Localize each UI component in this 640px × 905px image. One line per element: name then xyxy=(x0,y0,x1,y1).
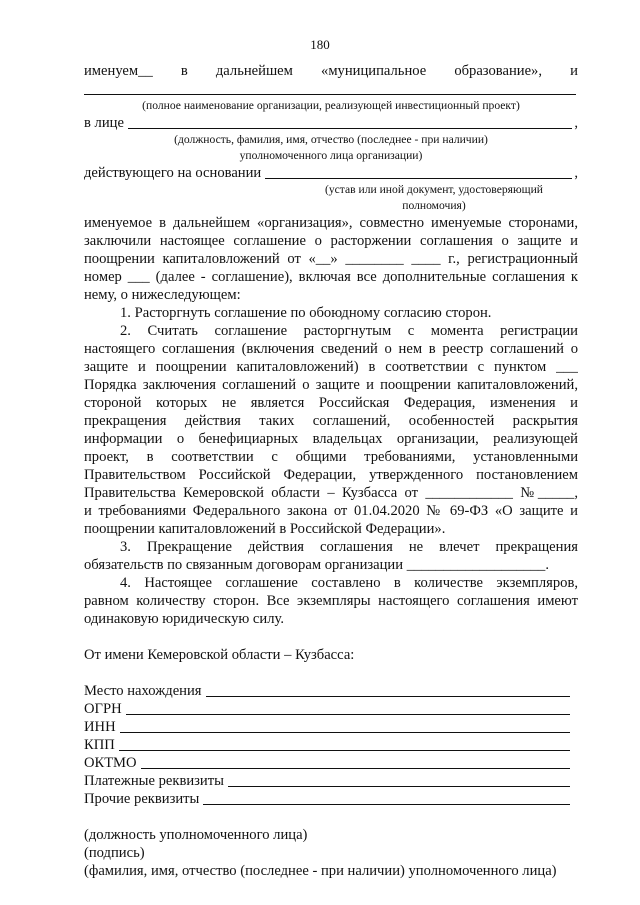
spacer xyxy=(84,808,578,826)
requisite-label: ИНН xyxy=(84,719,116,735)
clause-3-line: обязательств по связанным договорам организации ___________________. xyxy=(84,557,549,573)
clause-2-line: настоящего соглашения (включения сведений о нем в реестр соглашений о xyxy=(84,341,578,357)
requisite-row xyxy=(84,790,578,808)
requisite-label: КПП xyxy=(84,737,115,753)
document-body xyxy=(84,62,578,880)
clause-2-line: Порядка заключения соглашений о защите и поощрении капиталовложений, xyxy=(84,377,578,393)
clause-4-line: 4. Настоящее соглашение составлено в количестве экземпляров, xyxy=(120,575,578,591)
clause-2 xyxy=(84,322,578,538)
intro-line: заключили настоящее соглашение о расторжении соглашения о защите и xyxy=(84,233,578,249)
spacer xyxy=(84,628,578,646)
requisite-row xyxy=(84,772,578,790)
requisite-blank xyxy=(141,755,570,769)
clause-2-line: и требованиями Федерального закона от 01.04.2020 № 69-ФЗ «О защите и xyxy=(84,503,578,519)
requisite-row xyxy=(84,718,578,736)
in-person-suffix: , xyxy=(574,115,578,131)
header-word: именуем__ xyxy=(84,63,153,79)
clause-4-line: равном количеству сторон. Все экземпляры настоящего соглашения имеют xyxy=(84,593,578,609)
spacer xyxy=(84,664,578,682)
clause-2-line: проект, в соответствии с общими требованиями, установленными xyxy=(84,449,578,465)
signature-position: (должность уполномоченного лица) xyxy=(84,827,308,843)
clause-2-line: Правительством Российской Федерации, утвержденного постановлением xyxy=(84,467,578,483)
signature-name: (фамилия, имя, отчество (последнее - при наличии) уполномоченного лица) xyxy=(84,863,557,879)
basis-row xyxy=(84,164,578,182)
intro-line: номер ___ (далее - соглашение), включая все дополнительные соглашения к xyxy=(84,269,578,285)
requisite-label: Платежные реквизиты xyxy=(84,773,224,789)
requisite-blank xyxy=(203,791,570,805)
clause-4-line: одинаковую юридическую силу. xyxy=(84,611,284,627)
person-hint-1: (должность, фамилия, имя, отчество (последнее - при наличии) xyxy=(174,133,488,146)
signature-sign: (подпись) xyxy=(84,845,145,861)
header-word: в xyxy=(180,63,188,79)
basis-suffix: , xyxy=(574,165,578,181)
requisite-row xyxy=(84,754,578,772)
requisite-label: ОГРН xyxy=(84,701,122,717)
in-person-label: в лице xyxy=(84,115,124,131)
intro-paragraph xyxy=(84,214,578,304)
on-behalf-heading: От имени Кемеровской области – Кузбасса: xyxy=(84,647,355,663)
header-word: дальнейшем xyxy=(215,63,293,79)
requisite-blank xyxy=(228,773,570,787)
header-word: образование», xyxy=(454,63,543,79)
clause-4 xyxy=(84,574,578,628)
basis-hint-2: полномочия) xyxy=(402,199,466,212)
clause-2-line: информации о бенефициарных владельцах организации, реализующей xyxy=(84,431,578,447)
requisite-blank xyxy=(119,737,570,751)
signature-block xyxy=(84,826,578,880)
intro-line: поощрении капиталовложений от «__» ________ ____ г., регистрационный xyxy=(84,251,578,267)
requisites-block xyxy=(84,682,578,808)
in-person-row xyxy=(84,114,578,132)
requisite-label: ОКТМО xyxy=(84,755,137,771)
basis-label: действующего на основании xyxy=(84,165,262,181)
requisite-row xyxy=(84,682,578,700)
clause-2-line: поощрении капиталовложений в Российской Федерации». xyxy=(84,521,446,537)
header-word: «муниципальное xyxy=(321,63,427,79)
requisite-blank xyxy=(120,719,570,733)
basis-blank xyxy=(265,165,572,179)
basis-hint-1: (устав или иной документ, удостоверяющий xyxy=(324,183,543,196)
intro-line: нему, о нижеследующем: xyxy=(84,287,241,303)
requisite-row xyxy=(84,700,578,718)
clause-3 xyxy=(84,538,578,574)
header-line-1 xyxy=(84,62,578,80)
header-word: и xyxy=(570,63,578,79)
clause-2-line: защите и поощрении капиталовложений) в соответствии с пунктом ___ xyxy=(84,359,578,375)
page-number: 180 xyxy=(310,37,330,52)
person-hint-2: уполномоченного лица организации) xyxy=(239,149,423,162)
requisite-label: Прочие реквизиты xyxy=(84,791,200,807)
requisite-blank xyxy=(206,683,570,697)
clause-2-line: Правительства Кемеровской области – Кузбасса от ____________ №_____, xyxy=(84,485,578,501)
clause-1: 1. Расторгнуть соглашение по обоюдному согласию сторон. xyxy=(120,305,492,321)
requisite-blank xyxy=(126,701,570,715)
org-name-hint: (полное наименование организации, реализующей инвестиционный проект) xyxy=(142,99,520,112)
clause-2-line: прекращения действия таких соглашений, особенностей раскрытия xyxy=(84,413,578,429)
requisite-row xyxy=(84,736,578,754)
requisite-label: Место нахождения xyxy=(84,683,202,699)
in-person-blank xyxy=(128,115,572,129)
intro-line: именуемое в дальнейшем «организация», совместно именуемые сторонами, xyxy=(84,215,578,231)
org-name-blank xyxy=(84,80,576,95)
clause-2-line: стороной которых не является Российская Федерация, изменения и xyxy=(84,395,578,411)
clause-3-line: 3. Прекращение действия соглашения не влечет прекращения xyxy=(120,539,578,555)
clause-2-line: 2. Считать соглашение расторгнутым с момента регистрации xyxy=(120,323,578,339)
